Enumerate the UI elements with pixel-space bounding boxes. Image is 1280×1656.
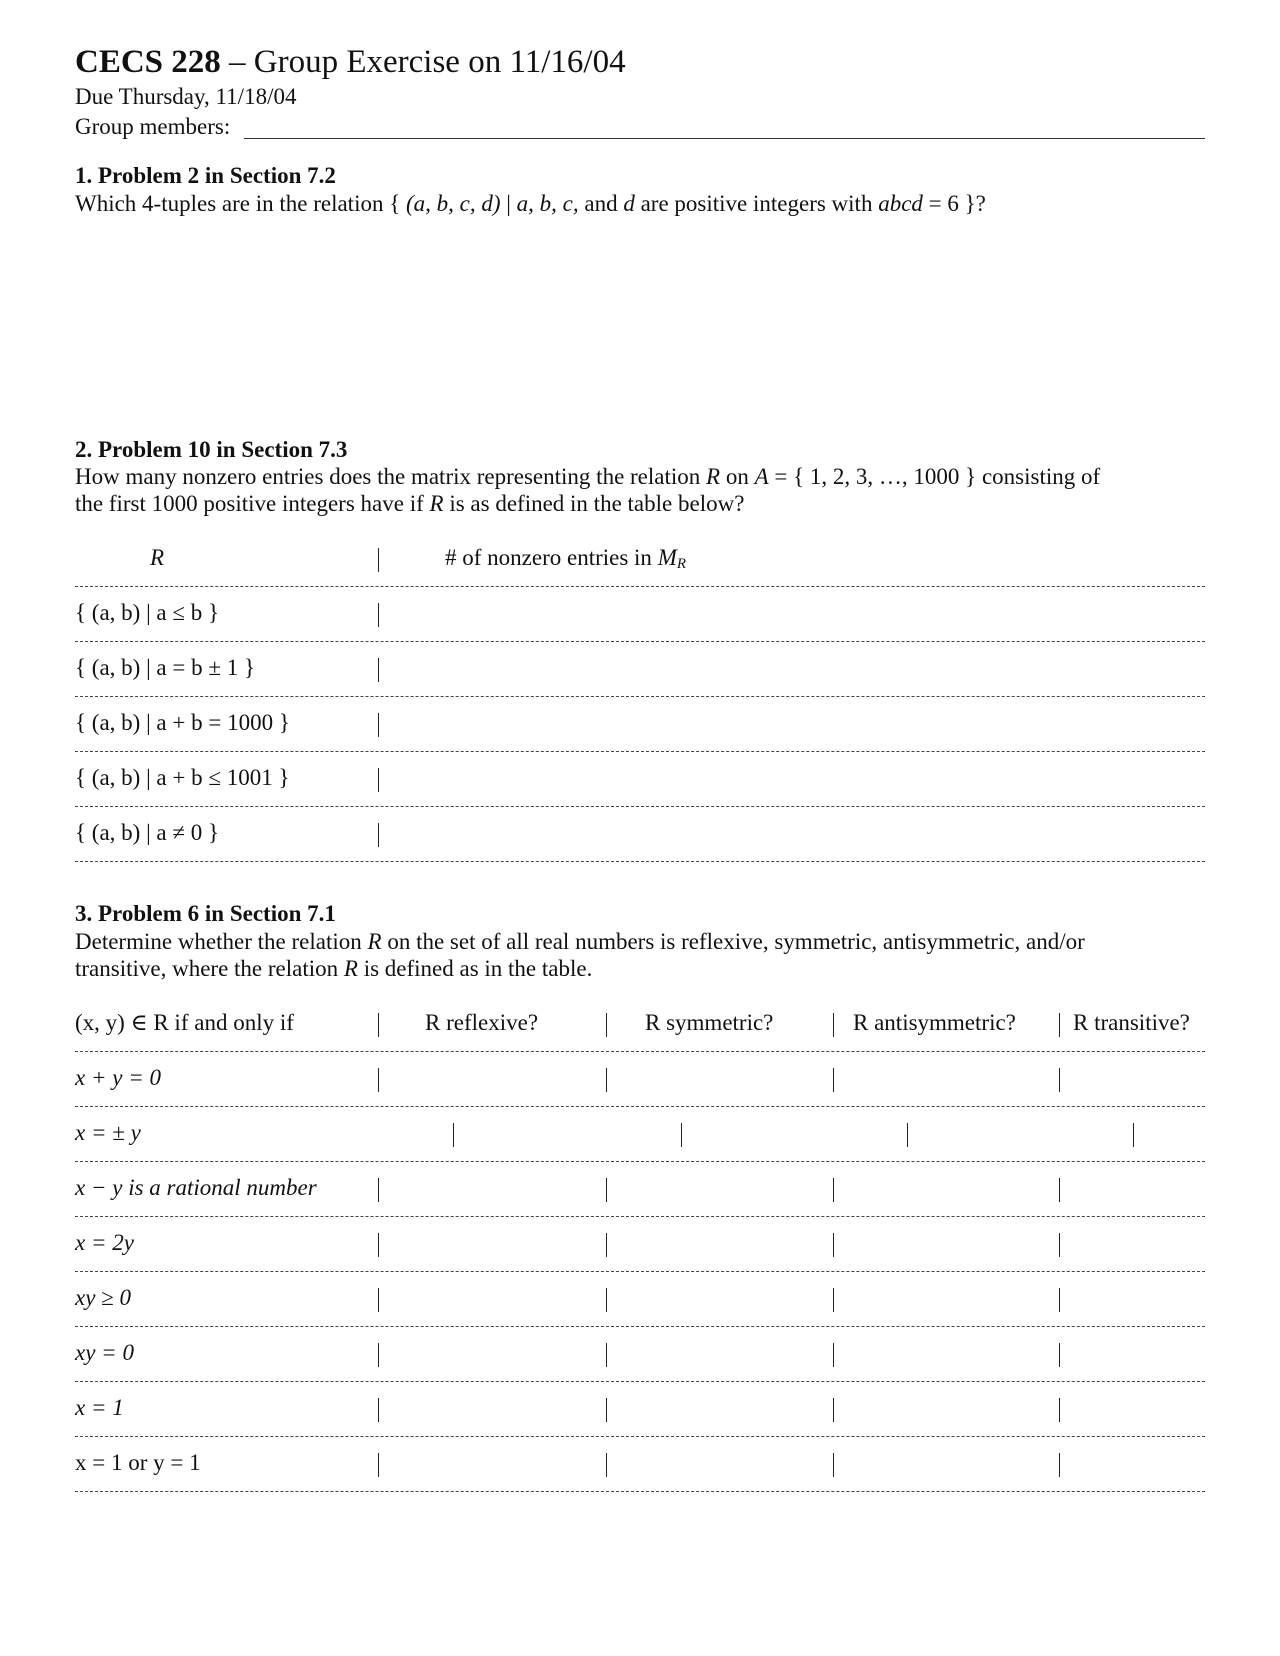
column-separator bbox=[1059, 1068, 1060, 1092]
symmetric-answer-cell[interactable] bbox=[613, 1338, 828, 1368]
column-separator bbox=[606, 1068, 607, 1092]
antisymmetric-answer-cell[interactable] bbox=[914, 1118, 1129, 1148]
text: R bbox=[429, 491, 444, 516]
table-header-antisymmetric: R antisymmetric? bbox=[853, 1010, 1016, 1035]
table-header-r bbox=[150, 545, 164, 571]
table-row-condition: xy = 0 bbox=[75, 1340, 134, 1365]
column-separator bbox=[1059, 1398, 1060, 1422]
column-separator bbox=[606, 1233, 607, 1257]
antisymmetric-answer-cell[interactable] bbox=[840, 1338, 1055, 1368]
text: R bbox=[150, 545, 165, 570]
column-separator bbox=[378, 768, 379, 792]
table-row-condition: x = 1 bbox=[75, 1395, 124, 1420]
reflexive-answer-cell[interactable] bbox=[385, 1448, 600, 1478]
table-header-transitive: R transitive? bbox=[1073, 1010, 1190, 1035]
table-header-nonzero bbox=[445, 545, 686, 573]
table-header-condition: (x, y) ∈ R if and only if bbox=[75, 1010, 294, 1035]
text: A bbox=[754, 464, 769, 489]
text: = 6 }? bbox=[922, 191, 986, 216]
column-separator bbox=[606, 1013, 607, 1037]
reflexive-answer-cell[interactable] bbox=[385, 1228, 600, 1258]
column-separator bbox=[378, 548, 379, 572]
problem-2-text-line1 bbox=[75, 464, 1100, 490]
reflexive-answer-cell[interactable] bbox=[385, 1283, 600, 1313]
transitive-answer-cell[interactable] bbox=[1066, 1228, 1201, 1258]
text: is as defined in the table below? bbox=[443, 491, 745, 516]
table-header-symmetric: R symmetric? bbox=[645, 1010, 774, 1035]
table-row-relation: { (a, b) | a ≤ b } bbox=[75, 600, 220, 625]
column-separator bbox=[1059, 1178, 1060, 1202]
text: Which 4-tuples are in the relation { bbox=[75, 191, 407, 216]
dashed-divider bbox=[75, 586, 1205, 587]
table-row-condition: x = 2y bbox=[75, 1230, 134, 1255]
page-title bbox=[75, 44, 626, 81]
column-separator bbox=[378, 1178, 379, 1202]
symmetric-answer-cell[interactable] bbox=[613, 1063, 828, 1093]
column-separator bbox=[378, 1013, 379, 1037]
column-separator bbox=[1133, 1123, 1134, 1147]
column-separator bbox=[378, 1068, 379, 1092]
transitive-answer-cell[interactable] bbox=[1066, 1063, 1201, 1093]
dashed-divider bbox=[75, 806, 1205, 807]
problem-1-heading: 1. Problem 2 in Section 7.2 bbox=[75, 163, 336, 188]
antisymmetric-answer-cell[interactable] bbox=[840, 1063, 1055, 1093]
column-separator bbox=[606, 1178, 607, 1202]
antisymmetric-answer-cell[interactable] bbox=[840, 1283, 1055, 1313]
symmetric-answer-cell[interactable] bbox=[613, 1283, 828, 1313]
table-row-relation: { (a, b) | a = b ± 1 } bbox=[75, 655, 256, 680]
transitive-answer-cell[interactable] bbox=[1066, 1283, 1201, 1313]
column-separator bbox=[606, 1453, 607, 1477]
column-separator bbox=[378, 823, 379, 847]
answer-cell[interactable] bbox=[395, 708, 1195, 738]
problem-3-text-line1 bbox=[75, 929, 1085, 955]
symmetric-answer-cell[interactable] bbox=[688, 1118, 903, 1148]
course-code: CECS 228 bbox=[75, 44, 221, 80]
table-row-condition bbox=[75, 1175, 317, 1201]
column-separator bbox=[833, 1178, 834, 1202]
transitive-answer-cell[interactable] bbox=[1066, 1173, 1201, 1203]
antisymmetric-answer-cell[interactable] bbox=[840, 1448, 1055, 1478]
dashed-divider bbox=[75, 751, 1205, 752]
dashed-divider bbox=[75, 1161, 1205, 1162]
dashed-divider bbox=[75, 1436, 1205, 1437]
column-separator bbox=[833, 1288, 834, 1312]
transitive-answer-cell[interactable] bbox=[1066, 1393, 1201, 1423]
dashed-divider bbox=[75, 1326, 1205, 1327]
text: # of nonzero entries in bbox=[445, 545, 658, 570]
column-separator bbox=[833, 1233, 834, 1257]
column-separator bbox=[1059, 1233, 1060, 1257]
text: on bbox=[720, 464, 755, 489]
dashed-divider bbox=[75, 1106, 1205, 1107]
column-separator bbox=[1059, 1453, 1060, 1477]
antisymmetric-answer-cell[interactable] bbox=[840, 1173, 1055, 1203]
column-separator bbox=[1059, 1288, 1060, 1312]
answer-cell[interactable] bbox=[395, 653, 1195, 683]
text: abcd bbox=[878, 191, 923, 216]
symmetric-answer-cell[interactable] bbox=[613, 1228, 828, 1258]
symmetric-answer-cell[interactable] bbox=[613, 1393, 828, 1423]
reflexive-answer-cell[interactable] bbox=[385, 1338, 600, 1368]
column-separator bbox=[378, 1453, 379, 1477]
problem-1-text bbox=[75, 191, 986, 217]
text: and bbox=[578, 191, 624, 216]
text: the first 1000 positive integers have if bbox=[75, 491, 430, 516]
text: x − y is a rational number bbox=[75, 1175, 317, 1200]
table-row-relation: { (a, b) | a + b ≤ 1001 } bbox=[75, 765, 290, 790]
problem-3-text-line2 bbox=[75, 956, 592, 982]
reflexive-answer-cell[interactable] bbox=[385, 1063, 600, 1093]
column-separator bbox=[907, 1123, 908, 1147]
text: are positive integers with bbox=[634, 191, 879, 216]
transitive-answer-cell[interactable] bbox=[1066, 1448, 1201, 1478]
table-row-relation: { (a, b) | a + b = 1000 } bbox=[75, 710, 290, 735]
problem-2-heading: 2. Problem 10 in Section 7.3 bbox=[75, 437, 348, 462]
column-separator bbox=[378, 1398, 379, 1422]
text: = { 1, 2, 3, …, 1000 } consisting of bbox=[768, 464, 1101, 489]
column-separator bbox=[378, 1233, 379, 1257]
text: How many nonzero entries does the matrix representing the relation bbox=[75, 464, 707, 489]
table-row-condition: x = 1 or y = 1 bbox=[75, 1450, 201, 1475]
column-separator bbox=[453, 1123, 454, 1147]
reflexive-answer-cell[interactable] bbox=[385, 1393, 600, 1423]
answer-cell[interactable] bbox=[395, 598, 1195, 628]
reflexive-answer-cell[interactable] bbox=[460, 1118, 675, 1148]
reflexive-answer-cell[interactable] bbox=[385, 1173, 600, 1203]
column-separator bbox=[1059, 1343, 1060, 1367]
problem-1-answer-area[interactable] bbox=[75, 225, 1205, 425]
problem-3-heading: 3. Problem 6 in Section 7.1 bbox=[75, 901, 336, 926]
transitive-answer-cell[interactable] bbox=[1140, 1118, 1205, 1148]
problem-2-text-line2 bbox=[75, 491, 744, 517]
dashed-divider bbox=[75, 1051, 1205, 1052]
text: R bbox=[367, 929, 382, 954]
column-separator bbox=[681, 1123, 682, 1147]
group-members-field[interactable] bbox=[244, 138, 1205, 139]
dashed-divider bbox=[75, 696, 1205, 697]
title-dash: – bbox=[220, 44, 254, 80]
dashed-divider bbox=[75, 1271, 1205, 1272]
dashed-divider bbox=[75, 861, 1205, 862]
text: R bbox=[706, 464, 721, 489]
antisymmetric-answer-cell[interactable] bbox=[840, 1228, 1055, 1258]
column-separator bbox=[833, 1453, 834, 1477]
column-separator bbox=[606, 1288, 607, 1312]
text: R bbox=[676, 556, 687, 572]
symmetric-answer-cell[interactable] bbox=[613, 1448, 828, 1478]
column-separator bbox=[833, 1343, 834, 1367]
text: Determine whether the relation bbox=[75, 929, 368, 954]
answer-cell[interactable] bbox=[395, 763, 1195, 793]
column-separator bbox=[1059, 1013, 1060, 1037]
due-date: Due Thursday, 11/18/04 bbox=[75, 84, 297, 109]
column-separator bbox=[833, 1398, 834, 1422]
dashed-divider bbox=[75, 1381, 1205, 1382]
text: d bbox=[623, 191, 635, 216]
column-separator bbox=[606, 1398, 607, 1422]
transitive-answer-cell[interactable] bbox=[1066, 1338, 1201, 1368]
column-separator bbox=[833, 1013, 834, 1037]
table-row-condition: x + y = 0 bbox=[75, 1065, 161, 1090]
antisymmetric-answer-cell[interactable] bbox=[840, 1393, 1055, 1423]
table-header-reflexive: R reflexive? bbox=[425, 1010, 539, 1035]
column-separator bbox=[378, 1343, 379, 1367]
text: transitive, where the relation bbox=[75, 956, 344, 981]
text: (a, b, c, d) bbox=[406, 191, 501, 216]
text: on the set of all real numbers is reflexive, symmetric, antisymmetric, and/or bbox=[381, 929, 1085, 954]
answer-cell[interactable] bbox=[395, 818, 1195, 848]
group-members-label: Group members: bbox=[75, 114, 231, 139]
text: R bbox=[343, 956, 358, 981]
table-row-condition: xy ≥ 0 bbox=[75, 1285, 132, 1310]
text: a, b, c, bbox=[516, 191, 579, 216]
column-separator bbox=[378, 713, 379, 737]
title-rest: Group Exercise on 11/16/04 bbox=[253, 44, 626, 80]
column-separator bbox=[378, 603, 379, 627]
text: is defined as in the table. bbox=[357, 956, 593, 981]
column-separator bbox=[378, 658, 379, 682]
dashed-divider bbox=[75, 1216, 1205, 1217]
column-separator bbox=[606, 1343, 607, 1367]
column-separator bbox=[833, 1068, 834, 1092]
text: M bbox=[657, 545, 677, 570]
dashed-divider bbox=[75, 641, 1205, 642]
table-row-condition: x = ± y bbox=[75, 1120, 141, 1145]
table-row-relation: { (a, b) | a ≠ 0 } bbox=[75, 820, 220, 845]
symmetric-answer-cell[interactable] bbox=[613, 1173, 828, 1203]
text: | bbox=[500, 191, 517, 216]
dashed-divider bbox=[75, 1491, 1205, 1492]
column-separator bbox=[378, 1288, 379, 1312]
